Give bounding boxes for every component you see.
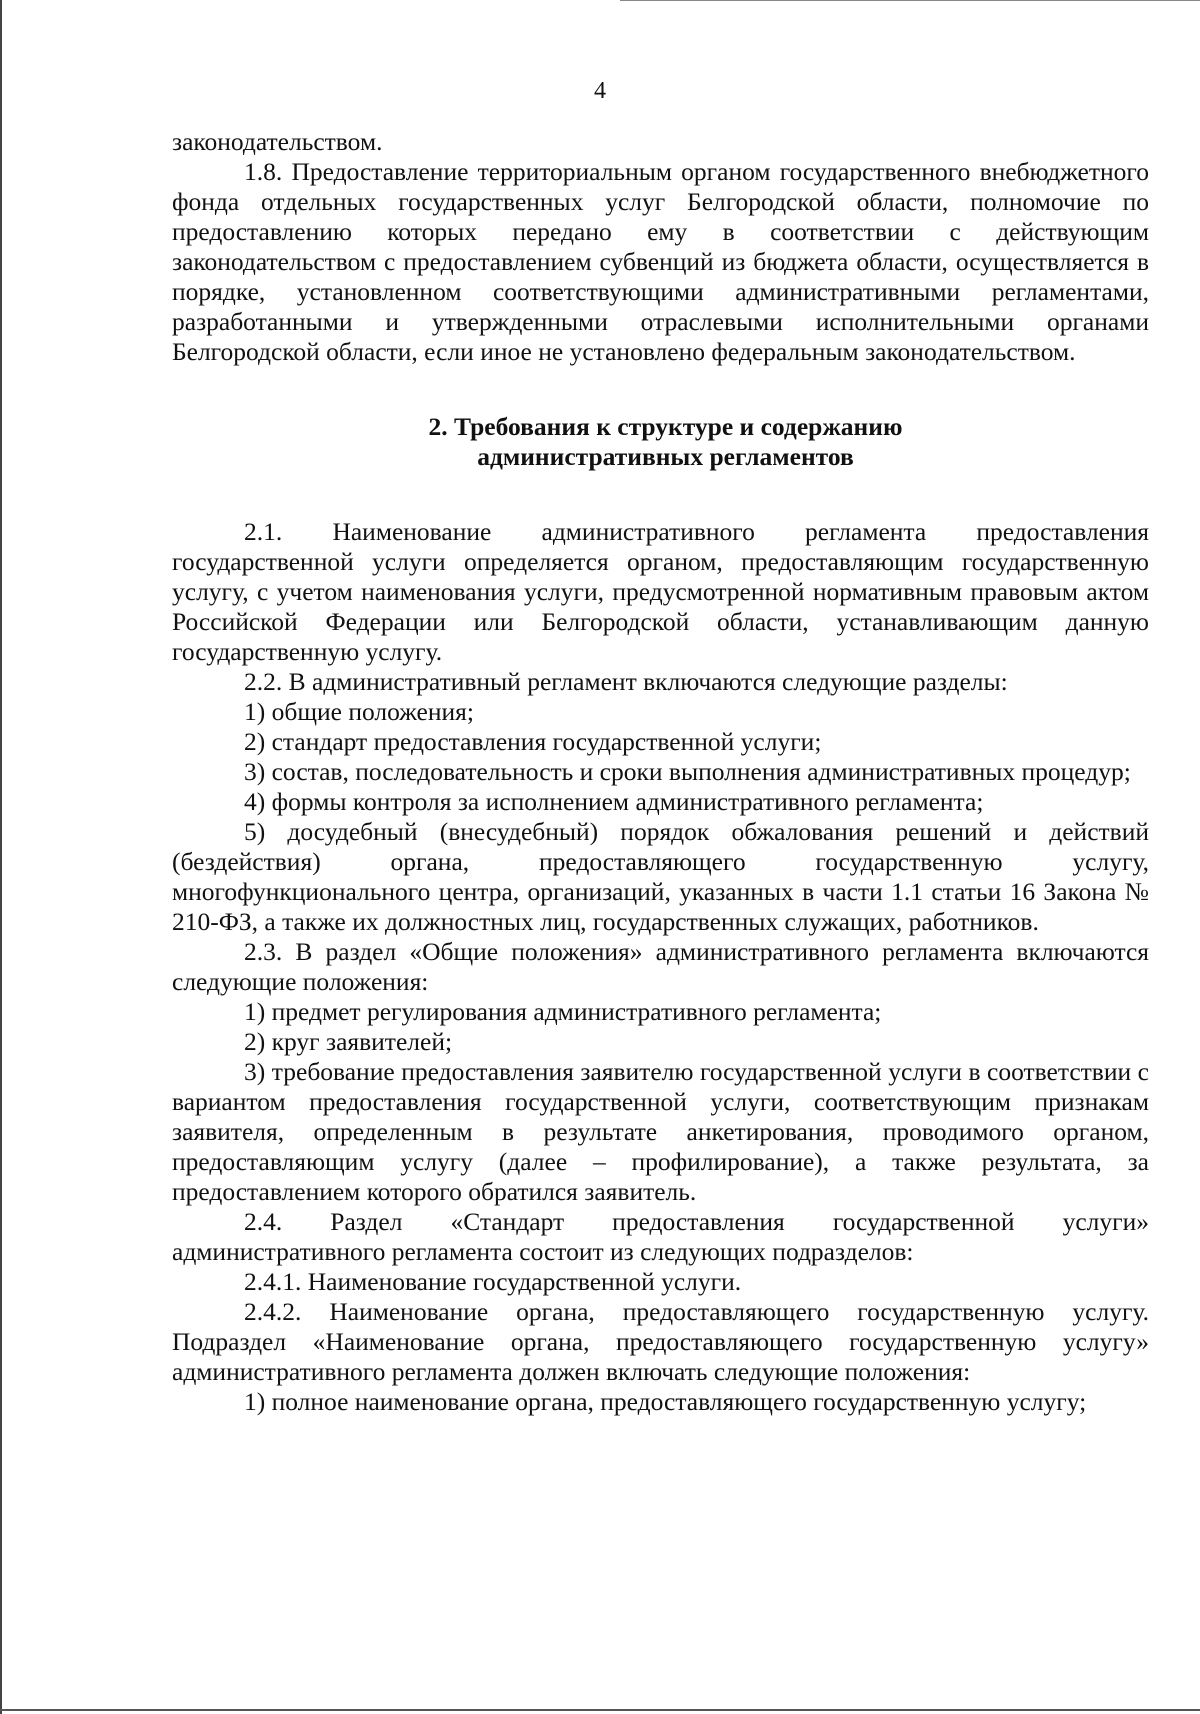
paragraph-2-4: 2.4. Раздел «Стандарт предоставления государственной услуги» административного регламента состоит из следующих подразделов: bbox=[172, 1207, 1149, 1266]
list-item-2-3-3: 3) требование предоставления заявителю государственной услуги в соответствии с вариантом предоставления государственной услуги, соответствующим признакам заявителя, определенным в результате анкетирования, проводимого органом, предоставляющим услугу (далее – профилирование), а также результата, за предоставлением которого обратился заявитель. bbox=[172, 1057, 1149, 1206]
paragraph-2-1: 2.1. Наименование административного регламента предоставления государственной услуги определяется органом, предоставляющим государственную услугу, с учетом наименования услуги, предусмотренной нормативным правовым актом Российской Федерации или Белгородской области, устанавливающим данную государственную услугу. bbox=[172, 517, 1149, 666]
paragraph-2-3: 2.3. В раздел «Общие положения» административного регламента включаются следующие положения: bbox=[172, 937, 1149, 996]
scan-left-edge bbox=[0, 0, 2, 1714]
section-heading bbox=[172, 412, 1149, 472]
paragraph-2-2: 2.2. В административный регламент включаются следующие разделы: bbox=[244, 667, 1008, 696]
scan-top-edge bbox=[620, 0, 1200, 1]
section-heading-line-1: 2. Требования к структуре и содержанию bbox=[428, 412, 903, 441]
page-number: 4 bbox=[594, 78, 606, 104]
list-item-2-2-1: 1) общие положения; bbox=[244, 697, 474, 726]
list-item-2-2-3: 3) состав, последовательность и сроки выполнения административных процедур; bbox=[244, 757, 1131, 786]
list-item-2-2-4: 4) формы контроля за исполнением административного регламента; bbox=[244, 787, 984, 816]
paragraph-1-8: 1.8. Предоставление территориальным органом государственного внебюджетного фонда отдельных государственных услуг Белгородской области, полномочие по предоставлению которых передано ему в соответствии с действующим законодательством с предоставлением субвенций из бюджета области, осуществляется в порядке, установленном соответствующими административными регламентами, разработанными и утвержденными отраслевыми исполнительными органами Белгородской области, если иное не установлено федеральным законодательством. bbox=[172, 157, 1149, 366]
list-item-2-3-2: 2) круг заявителей; bbox=[244, 1027, 453, 1056]
section-heading-line-2: административных регламентов bbox=[477, 442, 854, 471]
list-item-2-2-2: 2) стандарт предоставления государственной услуги; bbox=[244, 727, 822, 756]
document-body bbox=[172, 127, 1149, 1417]
scan-bottom-edge bbox=[0, 1709, 1200, 1711]
list-item-2-2-5: 5) досудебный (внесудебный) порядок обжалования решений и действий (бездействия) органа, предоставляющего государственную услугу, многофункционального центра, организаций, указанных в части 1.1 статьи 16 Закона № 210-ФЗ, а также их должностных лиц, государственных служащих, работников. bbox=[172, 817, 1149, 936]
paragraph-continuation: законодательством. bbox=[172, 127, 383, 156]
list-item-2-3-1: 1) предмет регулирования административного регламента; bbox=[244, 997, 882, 1026]
paragraph-2-4-2: 2.4.2. Наименование органа, предоставляющего государственную услугу. Подраздел «Наименование органа, предоставляющего государственную услугу» административного регламента должен включать следующие положения: bbox=[172, 1297, 1149, 1386]
paragraph-2-4-1: 2.4.1. Наименование государственной услуги. bbox=[244, 1267, 742, 1296]
list-item-2-4-2-1: 1) полное наименование органа, предоставляющего государственную услугу; bbox=[244, 1387, 1087, 1416]
